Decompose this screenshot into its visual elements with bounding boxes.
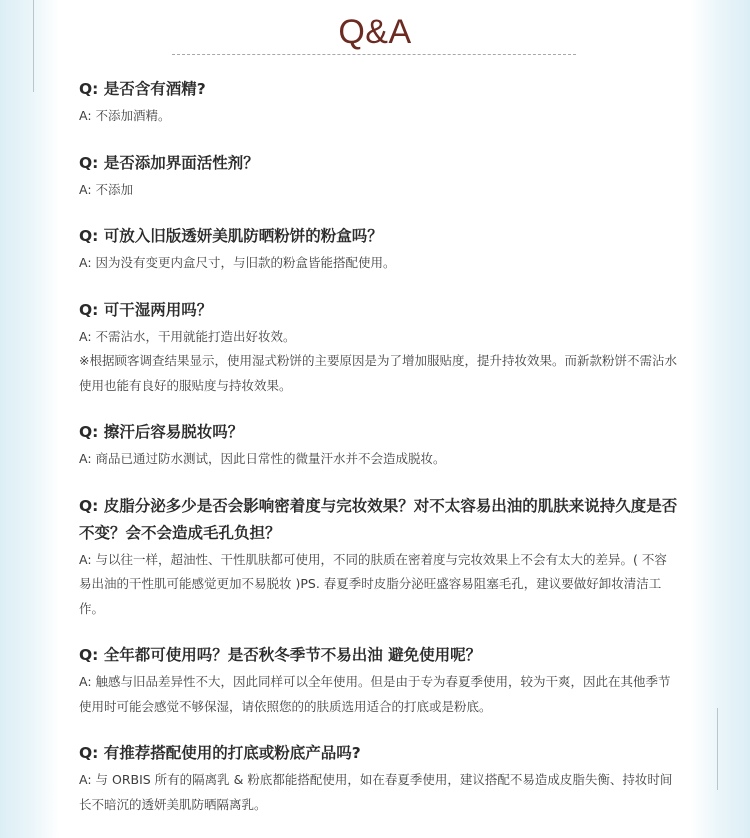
- title-divider: [172, 54, 576, 55]
- answer-paragraph: A: 商品已通过防水测试，因此日常性的微量汗水并不会造成脱妆。: [79, 451, 446, 466]
- qa-item-sweat: [79, 419, 679, 472]
- qa-item-alcohol: [79, 76, 679, 129]
- answer: [79, 178, 679, 203]
- question: Q: 是否含有酒精?: [79, 80, 206, 98]
- answer: [79, 325, 679, 399]
- page-title: Q&A: [338, 13, 412, 51]
- question: Q: 皮脂分泌多少是否会影响密着度与完妆效果？对不太容易出油的肌肤来说持久度是否不变？会不会造成毛孔负担？: [79, 496, 678, 542]
- answer-paragraph: A: 不添加: [79, 181, 134, 197]
- answer-paragraph: A: 与 ORBIS 所有的隔离乳 & 粉底都能搭配使用，如在春夏季使用，建议搭配不易造成皮脂失衡、持妆时间长不暗沉的透妍美肌防晒隔离乳。: [79, 772, 673, 812]
- question: Q: 擦汗后容易脱妆吗？: [79, 423, 244, 441]
- answer-note: ※根据顾客调查结果显示，使用湿式粉饼的主要原因是为了增加服贴度，提升持妆效果。而新款粉饼不需沾水使用也能有良好的服贴度与持妆效果。: [79, 353, 677, 393]
- qa-item-old-case: [79, 223, 679, 276]
- answer: [79, 670, 679, 719]
- right-edge-line: [717, 708, 718, 790]
- answer-paragraph: A: 触感与旧品差异性不大，因此同样可以全年使用。但是由于专为春夏季使用，较为干爽，因此在其他季节使用时可能会感觉不够保湿，请依照您的的肤质选用适合的打底或是粉底。: [79, 674, 671, 714]
- answer-paragraph: A: 与以往一样，超油性、干性肌肤都可使用，不同的肤质在密着度与完妆效果上不会有太大的差异。( 不容易出油的干性肌可能感觉更加不易脱妆 )PS. 春夏季时皮脂分泌旺盛容易阻塞毛孔，建议要做好卸妆清洁工作。: [79, 551, 667, 616]
- qa-item-sebum: [79, 493, 679, 622]
- qa-list: [79, 76, 679, 838]
- qa-item-all-year: [79, 642, 679, 719]
- question: Q: 全年都可使用吗？是否秋冬季节不易出油 避免使用呢？: [79, 646, 482, 664]
- answer: [79, 104, 679, 129]
- answer-paragraph: A: 不添加酒精。: [79, 108, 171, 123]
- answer: [79, 768, 679, 817]
- question: Q: 可干湿两用吗？: [79, 300, 213, 319]
- qa-item-wet-dry: [79, 297, 679, 399]
- answer-paragraph: A: 因为没有变更内盒尺寸，与旧款的粉盒皆能搭配使用。: [79, 255, 396, 270]
- answer: [79, 447, 679, 472]
- question: Q: 可放入旧版透妍美肌防晒粉饼的粉盒吗？: [79, 227, 383, 245]
- answer: [79, 548, 679, 622]
- question: Q: 是否添加界面活性剂？: [79, 153, 259, 172]
- answer-paragraph: A: 不需沾水，干用就能打造出好妆效。: [79, 328, 296, 344]
- qa-item-surfactant: [79, 150, 679, 203]
- answer: [79, 251, 679, 276]
- qa-item-recommend: [79, 740, 679, 817]
- question: Q: 有推荐搭配使用的打底或粉底产品吗?: [79, 744, 361, 762]
